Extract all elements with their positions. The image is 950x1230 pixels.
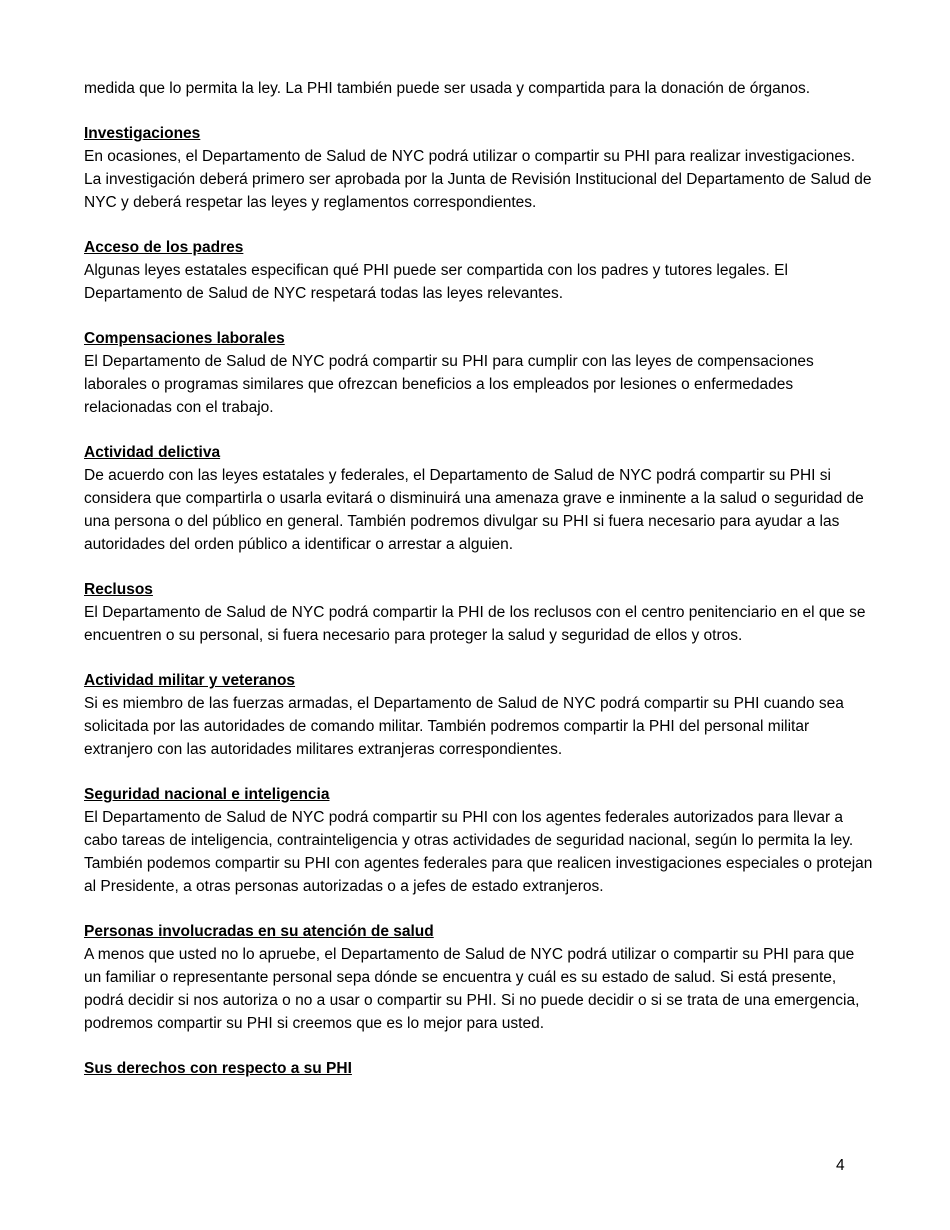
section-body: Algunas leyes estatales especifican qué PHI puede ser compartida con los padres y tutores legales. El Departamento de Salud de NYC respetará todas las leyes relevantes.: [84, 262, 788, 302]
section-investigaciones: [84, 122, 874, 214]
section-body: De acuerdo con las leyes estatales y federales, el Departamento de Salud de NYC podrá compartir su PHI si considera que compartirla o usarla evitará o disminuirá una amenaza grave e inminente a la salud o seguridad de una persona o del público en general. También podremos divulgar su PHI si fuera necesario para ayudar a las autoridades del orden público a identificar o arrestar a alguien.: [84, 467, 864, 553]
document-page: [84, 77, 874, 1102]
section-body: A menos que usted no lo apruebe, el Departamento de Salud de NYC podrá utilizar o compartir su PHI para que un familiar o representante personal sepa dónde se encuentra y cuál es su estado de salud. Si está presente, podrá decidir si nos autoriza o no a usar o compartir su PHI. Si no puede decidir o si se trata de una emergencia, podremos compartir su PHI si creemos que es lo mejor para usted.: [84, 946, 860, 1032]
section-heading: Reclusos: [84, 581, 153, 598]
section-heading: Investigaciones: [84, 125, 201, 142]
section-acceso-padres: [84, 236, 874, 305]
section-heading: Personas involucradas en su atención de salud: [84, 923, 434, 940]
section-seguridad-nacional: [84, 783, 874, 898]
section-body: Si es miembro de las fuerzas armadas, el Departamento de Salud de NYC podrá compartir su PHI cuando sea solicitada por las autoridades de comando militar. También podremos compartir la PHI del personal militar extranjero con las autoridades militares extranjeras correspondientes.: [84, 695, 844, 758]
section-body: El Departamento de Salud de NYC podrá compartir su PHI para cumplir con las leyes de compensaciones laborales o programas similares que ofrezcan beneficios a los empleados por lesiones o enfermedades relacionadas con el trabajo.: [84, 353, 814, 416]
section-reclusos: [84, 578, 874, 647]
section-body: El Departamento de Salud de NYC podrá compartir la PHI de los reclusos con el centro penitenciario en el que se encuentren o su personal, si fuera necesario para proteger la salud y seguridad de ellos y otros.: [84, 604, 866, 644]
section-actividad-delictiva: [84, 441, 874, 556]
page-number: 4: [836, 1157, 845, 1174]
section-heading: Acceso de los padres: [84, 239, 244, 256]
intro-paragraph: medida que lo permita la ley. La PHI también puede ser usada y compartida para la donación de órganos.: [84, 80, 811, 97]
section-personas-involucradas: [84, 920, 874, 1035]
section-heading: Seguridad nacional e inteligencia: [84, 786, 330, 803]
section-heading: Compensaciones laborales: [84, 330, 285, 347]
section-body: El Departamento de Salud de NYC podrá compartir su PHI con los agentes federales autorizados para llevar a cabo tareas de inteligencia, contrainteligencia y otras actividades de seguridad nacional, según lo permita la ley. También podemos compartir su PHI con agentes federales para que realicen investigaciones especiales o protejan al Presidente, a otras personas autorizadas o a jefes de estado extranjeros.: [84, 809, 873, 895]
section-heading: Actividad militar y veteranos: [84, 672, 296, 689]
section-heading: Actividad delictiva: [84, 444, 221, 461]
section-body: En ocasiones, el Departamento de Salud de NYC podrá utilizar o compartir su PHI para realizar investigaciones. La investigación deberá primero ser aprobada por la Junta de Revisión Institucional del Departamento de Salud de NYC y deberá respetar las leyes y reglamentos correspondientes.: [84, 148, 872, 211]
section-compensaciones-laborales: [84, 327, 874, 419]
section-actividad-militar: [84, 669, 874, 761]
section-heading: Sus derechos con respecto a su PHI: [84, 1060, 352, 1077]
section-sus-derechos: [84, 1057, 874, 1080]
